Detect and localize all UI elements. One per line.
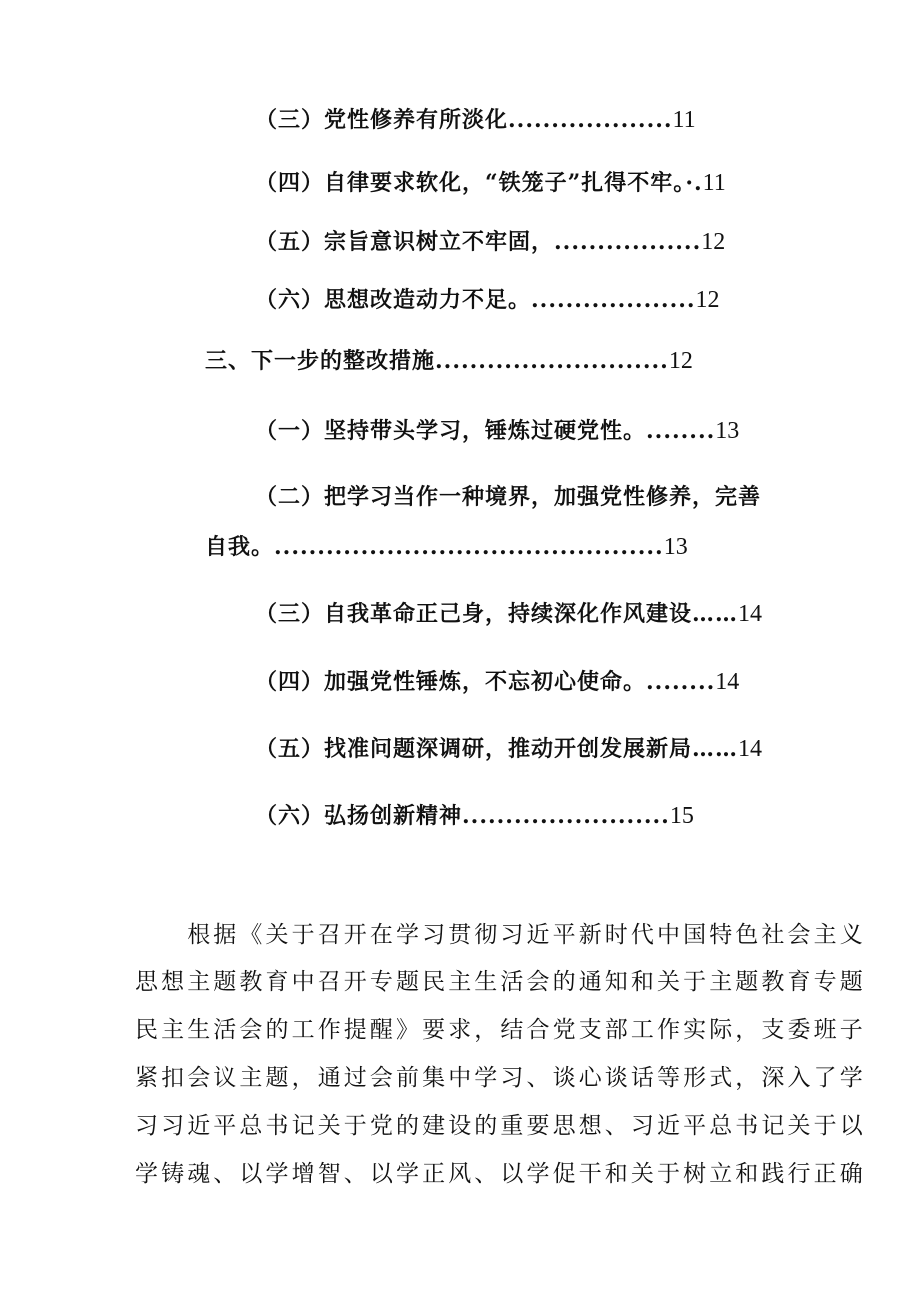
toc-label: （三）自我革命正己身，持续深化作风建设 [255, 601, 693, 627]
paragraph-line: 民主生活会的工作提醒》要求，结合党支部工作实际，支委班子 [135, 1017, 866, 1043]
toc-page-number: 14 [738, 601, 763, 627]
toc-entry[interactable] [255, 227, 725, 257]
toc-entry[interactable] [255, 599, 762, 629]
toc-entry[interactable] [255, 667, 739, 697]
toc-entry[interactable] [205, 346, 693, 376]
toc-leader: …… [692, 736, 739, 762]
toc-page-number: 12 [701, 229, 726, 255]
paragraph-line: 紧扣会议主题，通过会前集中学习、谈心谈话等形式，深入了学 [135, 1065, 866, 1091]
toc-entry[interactable] [255, 168, 726, 198]
paragraph-line: 根据《关于召开在学习贯彻习近平新时代中国特色社会主义 [135, 922, 866, 948]
toc-page-number: 14 [738, 736, 763, 762]
toc-label: （五）宗旨意识树立不牢固， [255, 229, 555, 255]
toc-leader: ........................... [435, 348, 669, 374]
toc-leader: ........................ [462, 803, 670, 829]
toc-label: （三）党性修养有所淡化 [255, 107, 509, 133]
toc-entry[interactable] [255, 416, 739, 446]
toc-entry[interactable] [205, 532, 688, 562]
paragraph-line: 思想主题教育中召开专题民主生活会的通知和关于主题教育专题 [135, 969, 866, 995]
paragraph-line: 学铸魂、以学增智、以学正风、以学促干和关于树立和践行正确 [135, 1161, 866, 1187]
toc-entry[interactable] [255, 105, 696, 135]
toc-leader: ................... [531, 287, 696, 313]
toc-leader: ................. [554, 229, 702, 255]
toc-entry[interactable] [255, 285, 720, 315]
toc-leader: ............................................. [274, 534, 664, 560]
toc-leader: …… [692, 601, 739, 627]
toc-label: （四）加强党性锤炼，不忘初心使命。 [255, 669, 647, 695]
toc-label: （二）把学习当作一种境界，加强党性修养，完善 [255, 484, 762, 510]
toc-label: （六）思想改造动力不足。 [255, 287, 532, 313]
toc-leader: ·. [685, 170, 703, 196]
toc-leader: ................... [508, 107, 673, 133]
toc-page-number: 13 [663, 534, 688, 560]
toc-page-number: 12 [668, 348, 693, 374]
toc-entry[interactable] [255, 801, 694, 831]
toc-label: （六）弘扬创新精神 [255, 803, 463, 829]
toc-page-number: 11 [672, 107, 696, 133]
toc-label: （四）自律要求软化，“铁笼子”扎得不牢。 [255, 170, 686, 196]
toc-label: （五）找准问题深调研，推动开创发展新局 [255, 736, 693, 762]
toc-entry[interactable] [255, 482, 761, 512]
toc-label: （一）坚持带头学习，锤炼过硬党性。 [255, 418, 647, 444]
toc-label: 自我。 [205, 534, 275, 560]
toc-leader: ........ [646, 418, 716, 444]
toc-page-number: 11 [702, 170, 726, 196]
toc-page-number: 15 [669, 803, 694, 829]
toc-page-number: 13 [715, 418, 740, 444]
paragraph-line: 习习近平总书记关于党的建设的重要思想、习近平总书记关于以 [135, 1113, 866, 1139]
toc-entry[interactable] [255, 734, 762, 764]
toc-leader: ........ [646, 669, 716, 695]
toc-page-number: 14 [715, 669, 740, 695]
toc-page-number: 12 [695, 287, 720, 313]
toc-label: 三、下一步的整改措施 [205, 348, 436, 374]
